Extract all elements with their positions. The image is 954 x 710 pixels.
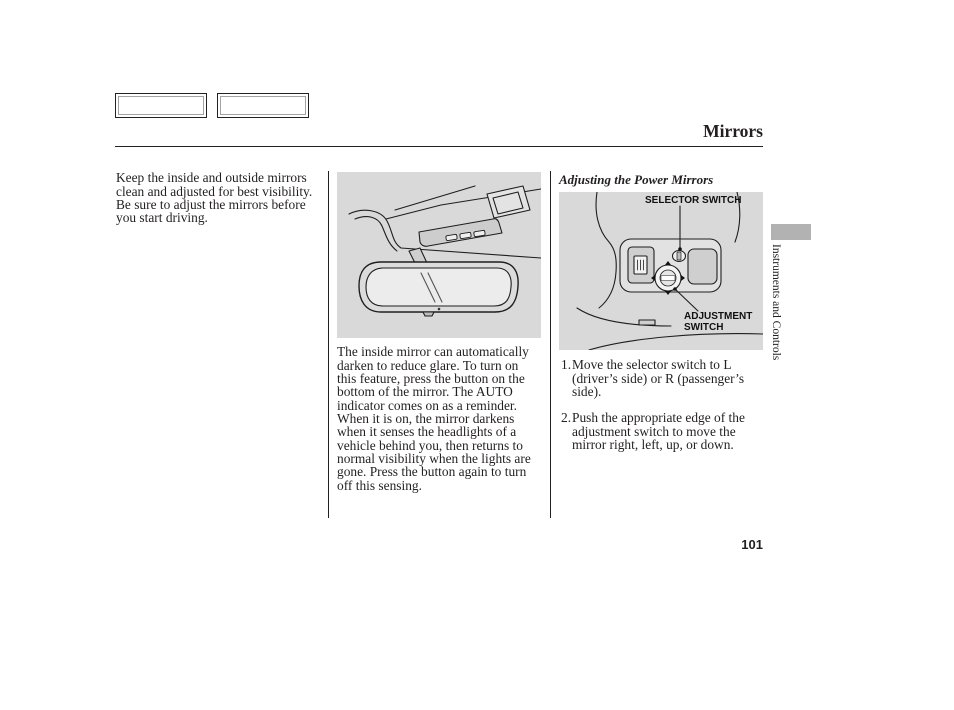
page-title: Mirrors [703, 121, 763, 141]
column-divider-left [328, 171, 329, 518]
paragraph-line: When it is on, the mirror darkens [337, 411, 515, 427]
paragraph-line: indicator comes on as a reminder. [337, 397, 517, 413]
paragraph-line: this feature, press the button on the [337, 370, 525, 386]
step-text [572, 358, 744, 398]
step-line: (driver’s side) or R (passenger’s [572, 370, 745, 386]
paragraph-line: The inside mirror can automatically [337, 344, 529, 360]
step-line: side). [572, 383, 602, 399]
power-mirror-switch-drawing [559, 192, 763, 350]
section-tab[interactable] [771, 224, 811, 240]
selector-switch-knob [673, 251, 686, 262]
paragraph-line: bottom of the mirror. The AUTO [337, 384, 513, 400]
auto-indicator-light [438, 308, 441, 311]
step-line: Push the appropriate edge of the [572, 410, 745, 426]
auto-dimming-button [423, 312, 434, 316]
paragraph-line: vehicle behind you, then returns to [337, 437, 523, 453]
paragraph-line: normal visibility when the lights are [337, 451, 531, 467]
mirror-glass [366, 268, 511, 306]
console-button [474, 230, 486, 237]
step-line: adjustment switch to move the [572, 423, 736, 439]
step-number: 2. [561, 410, 572, 426]
map-light-lens [487, 186, 530, 218]
paragraph-line: darken to reduce glare. To turn on [337, 357, 519, 373]
nav-button-left[interactable] [115, 93, 207, 118]
paragraph-line: clean and adjusted for best visibility. [116, 183, 313, 199]
lower-trim-curve [577, 308, 671, 326]
adjustment-switch-label-line-2: SWITCH [684, 322, 724, 333]
adjustment-leader-dot [673, 287, 677, 291]
step-number: 1. [561, 357, 572, 373]
title-rule [115, 146, 763, 147]
paragraph-line: when it senses the headlights of a [337, 424, 517, 440]
headliner-inner-edge [355, 217, 397, 251]
column-divider-right [550, 171, 551, 518]
lower-dash-line [589, 334, 763, 350]
paragraph-line: you start driving. [116, 210, 208, 226]
console-button [446, 234, 458, 241]
paragraph-line: Be sure to adjust the mirrors before [116, 196, 306, 212]
console-button [460, 232, 472, 239]
inside-mirror-drawing [337, 172, 541, 338]
paragraph-line: gone. Press the button again to turn [337, 464, 527, 480]
inside-mirror-figure [337, 172, 541, 338]
adjustment-switch-label-line-1: ADJUSTMENT [684, 311, 753, 322]
right-switch-recess [688, 249, 717, 284]
dashboard-trim-curve [596, 192, 616, 308]
paragraph-line: off this sensing. [337, 477, 422, 493]
step-line: mirror right, left, up, or down. [572, 436, 734, 452]
heated-mirror-icon [634, 256, 647, 274]
console-panel [419, 219, 502, 247]
page-number: 101 [741, 537, 763, 552]
selector-leader-dot [678, 247, 682, 251]
section-heading: Adjusting the Power Mirrors [559, 171, 714, 187]
selector-knob-grip [677, 252, 681, 260]
selector-switch-label: SELECTOR SWITCH [645, 195, 742, 206]
step-text [572, 411, 745, 451]
section-tab-label: Instruments and Controls [770, 244, 782, 361]
paragraph-line: Keep the inside and outside mirrors [116, 170, 307, 186]
power-mirror-switch-figure [559, 192, 763, 350]
dash-slot [639, 320, 655, 325]
nav-button-right[interactable] [217, 93, 309, 118]
step-line: Move the selector switch to L [572, 357, 732, 373]
middle-column-paragraph [337, 345, 531, 492]
left-column-paragraph [116, 171, 312, 224]
adjustment-switch-center [661, 276, 675, 281]
